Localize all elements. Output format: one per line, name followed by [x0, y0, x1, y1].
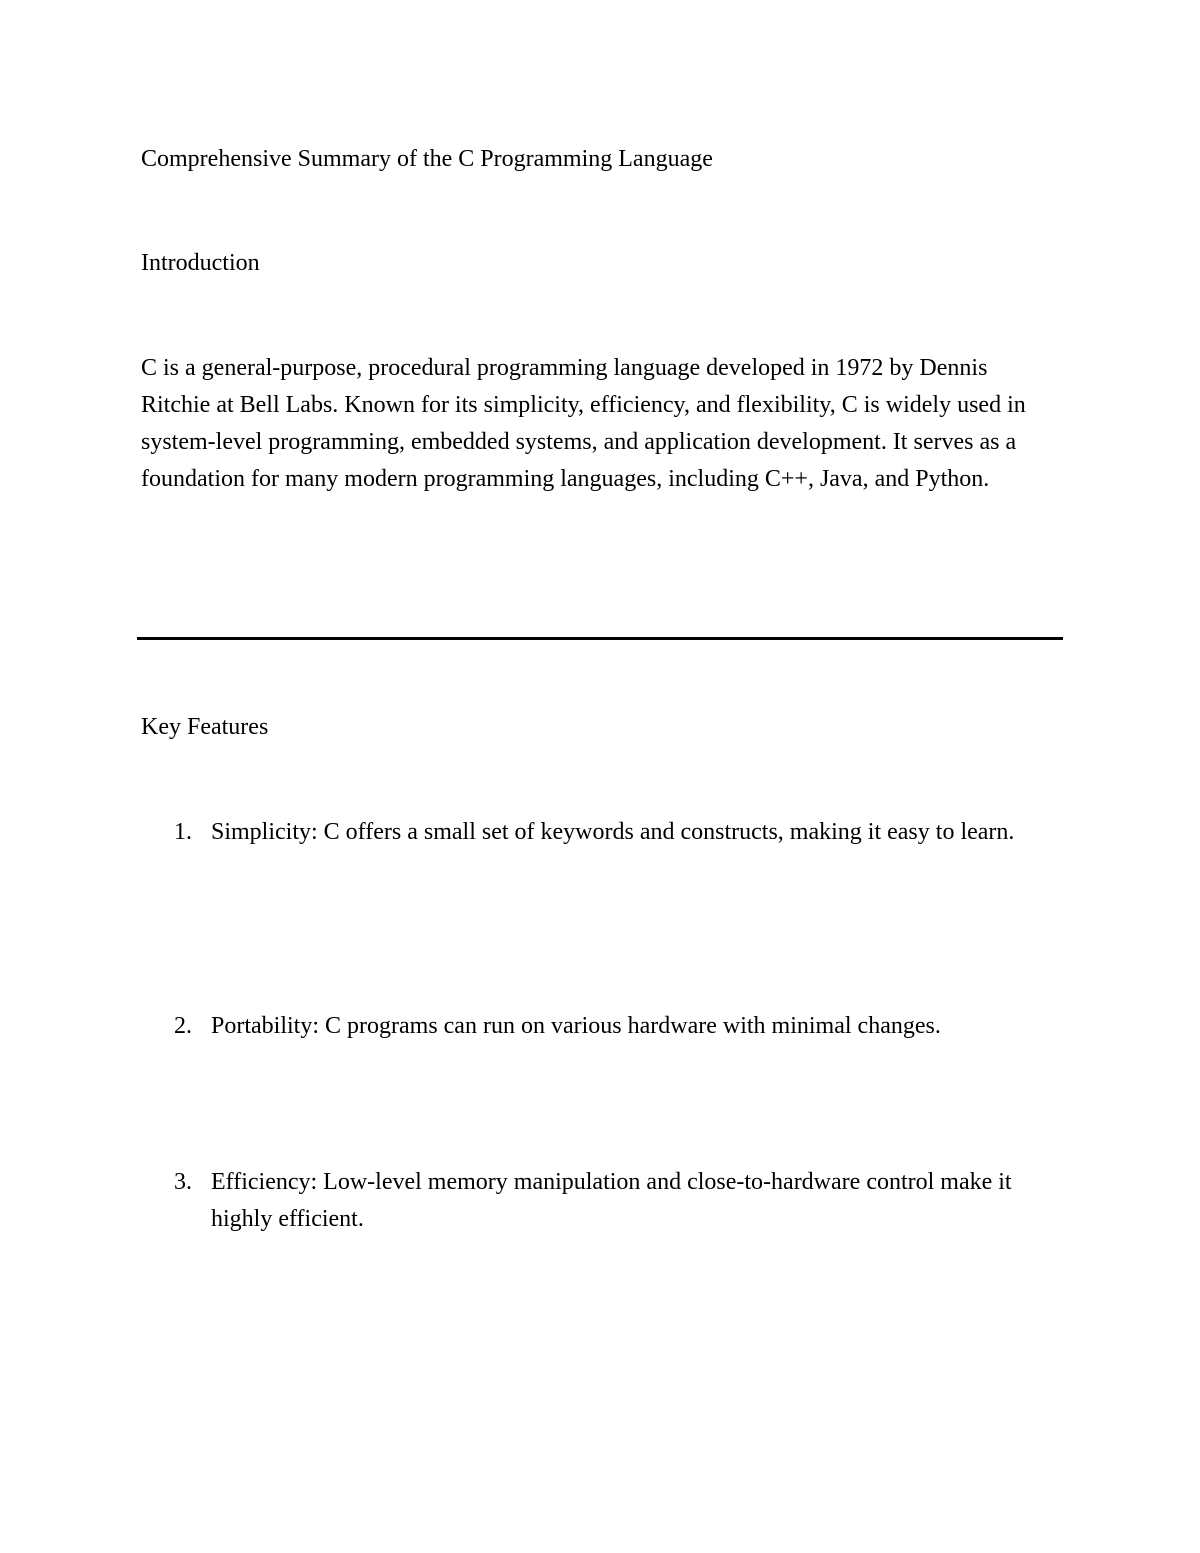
list-item-number: 3. [174, 1169, 192, 1195]
list-item-text: Portability: C programs can run on various hardware with minimal changes. [211, 1013, 941, 1039]
list-item [141, 814, 1061, 851]
key-features-heading: Key Features [141, 714, 269, 740]
introduction-heading: Introduction [141, 250, 260, 276]
list-item-number: 2. [174, 1013, 192, 1039]
horizontal-divider [137, 637, 1063, 640]
list-item-text: Simplicity: C offers a small set of keywords and constructs, making it easy to learn. [211, 819, 1015, 845]
list-item-number: 1. [174, 819, 192, 845]
document-title: Comprehensive Summary of the C Programming Language [141, 146, 713, 172]
introduction-paragraph: C is a general-purpose, procedural programming language developed in 1972 by Dennis Ritchie at Bell Labs. Known for its simplicity, efficiency, and flexibility, C is widely used in system-level programming, embedded systems, and application development. It serves as a foundation for many modern programming languages, including C++, Java, and Python. [141, 355, 1026, 492]
list-item-text: Efficiency: Low-level memory manipulation and close-to-hardware control make it highly efficient. [211, 1169, 1012, 1232]
list-item [141, 1008, 1061, 1045]
list-item [141, 1164, 1061, 1238]
